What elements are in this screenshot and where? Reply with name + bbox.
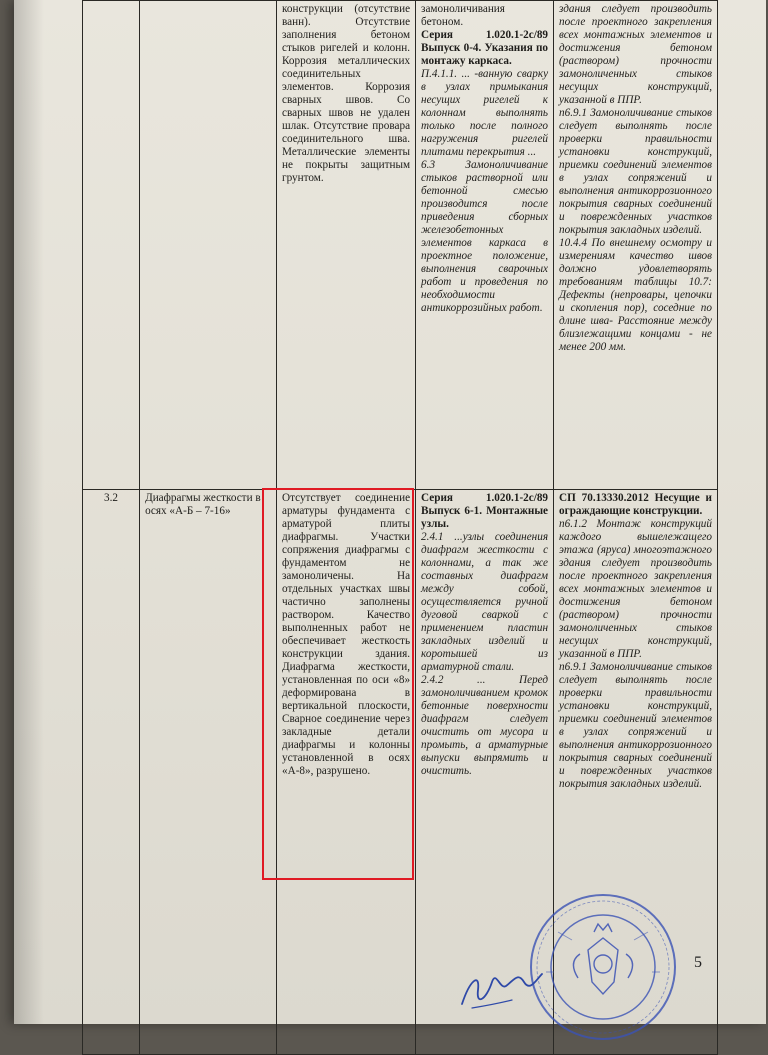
round-seal-stamp: [528, 892, 678, 1042]
norm-paragraph: п6.1.2 Монтаж конструкций каждого вышележащего этажа (яруса) многоэтажного здания следует производить после проектного закрепления всех монтажных элементов и достижения бетоном (раствором) прочности замоноличенных стыков несущих конструкций, указанной в ППР.: [559, 518, 712, 660]
table-row: [83, 1, 718, 490]
norm-paragraph: Серия 1.020.1-2с/89 Выпуск 6-1. Монтажные узлы.: [421, 492, 549, 530]
row1-norm1-cell: [416, 1, 554, 490]
norm-paragraph: 6.3 Замоноличивание стыков растворной или бетонной смесью производится после приведения сборных железобетонных элементов каркаса в проектное положение, выполнения сварочных работ и проведения по необходимости антикоррозийных работ.: [421, 159, 549, 314]
row1-norm2-cell: [554, 1, 718, 490]
norm-paragraph: 2.4.2 ... Перед замоноличиванием кромок бетонные поверхности диафрагм следует очистить от мусора и промыть, а арматурные выпуски выпрямить и очистить.: [421, 674, 549, 777]
handwritten-signature: [456, 960, 546, 1016]
norm-paragraph: П.4.1.1. ... -ванную сварку в узлах примыкания несущих ригелей к колоннам выполнять только после полного нагружения ригелей плитами перекрытия ...: [421, 68, 549, 158]
row1-defect-cell: конструкции (отсутствие ванн). Отсутствие заполнения бетоном стыков ригелей и колонн. Коррозия металлических соединительных элементов. Коррозия сварных швов. Со сварных швов не удален шлак. Отсутствие провара соединительного шва. Металлические элементы не покрыты защитным грунтом.: [277, 1, 416, 490]
norm-paragraph: 10.4.4 По внешнему осмотру и измерениям качество швов должно удовлетворять требованиям таблицы 10.7: Дефекты (непровары, цепочки и скопления пор), соседние по длине шва- Расстояние между близлежащими концами - не менее 200 мм.: [559, 237, 712, 353]
norm-paragraph: 2.4.1 ...узлы соединения диафрагм жесткости с колоннами, а так же составных диафрагм между собой, осуществляется ручной дуговой сваркой с применением пластин закладных изделий и коротышей из арматурной стали.: [421, 531, 549, 673]
page-number: 5: [694, 954, 702, 971]
norm-paragraph: п6.9.1 Замоноличивание стыков следует выполнять после проверки правильности установки конструкций, приемки соединений элементов в узлах сопряжений и выполнения антикоррозионного покрытия сварных соединений и поврежденных участков покрытия закладных изделий.: [559, 107, 712, 236]
norm-paragraph: п6.9.1 Замоноличивание стыков следует выполнять после проверки правильности установки конструкций, приемки соединений элементов в узлах сопряжений и выполнения антикоррозионного покрытия сварных соединений и поврежденных участков покрытия закладных изделий.: [559, 661, 712, 790]
page-edge-shadow: [14, 0, 44, 1024]
norm-paragraph: Серия 1.020.1-2с/89 Выпуск 0-4. Указания по монтажу каркаса.: [421, 29, 549, 67]
row2-defect-cell: Отсутствует соединение арматуры фундамента с арматурой плиты диафрагмы. Участки сопряжения диафрагмы с фундаментом не замоноличены. На отдельных участках швы частично заполнены раствором. Качество выполненных работ не обеспечивает жесткость конструкции здания. Диафрагма жесткости, установленная по оси «8» деформирована в вертикальной плоскости, Сварное соединение через закладные детали диафрагмы и колонны установленной в осях «А-8», разрушено.: [277, 490, 416, 1055]
row2-number-cell: 3.2: [83, 490, 140, 1055]
norm-paragraph: СП 70.13330.2012 Несущие и ограждающие конструкции.: [559, 492, 712, 517]
norm-paragraph: замоноличивания бетоном.: [421, 3, 505, 28]
norm-paragraph: здания следует производить после проектного закрепления всех монтажных элементов и достижения бетоном (раствором) прочности замоноличенных стыков несущих конструкций, указанной в ППР.: [559, 3, 712, 106]
row1-number-cell: [83, 1, 140, 490]
row1-object-cell: [140, 1, 277, 490]
row2-object-cell: Диафрагмы жесткости в осях «А-Б – 7-16»: [140, 490, 277, 1055]
